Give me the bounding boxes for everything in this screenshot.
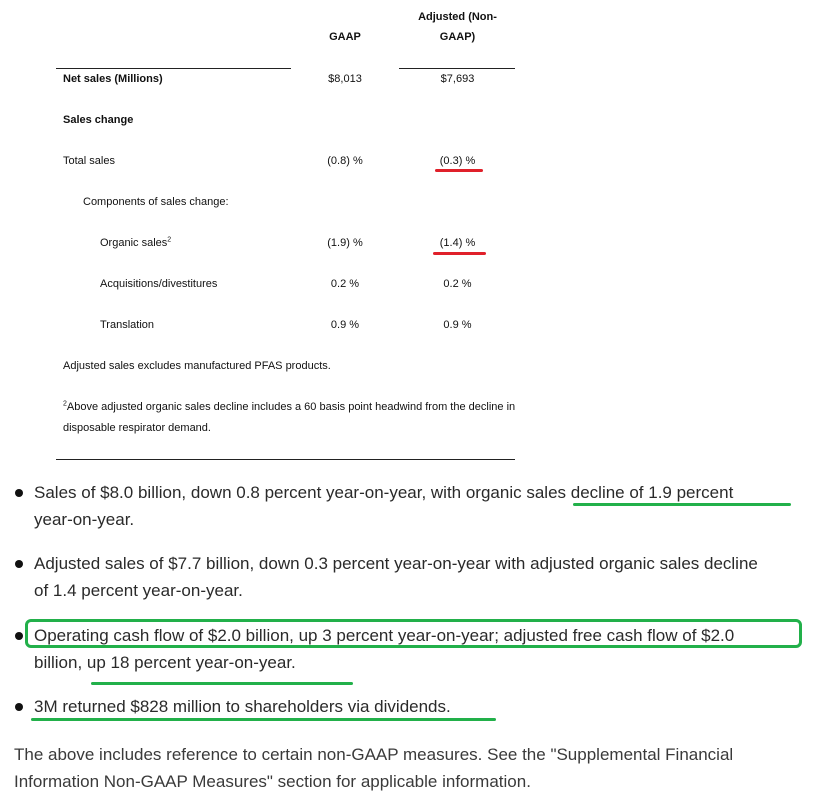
bullet-1-line1: Sales of $8.0 billion, down 0.8 percent year-on-year, with organic sales decline of 1.9 percent [34, 483, 734, 502]
col-header-adjusted-line2: GAAP) [439, 31, 476, 43]
footnote-number: 2 [63, 400, 67, 408]
header-rule-label [56, 68, 291, 69]
row-label-total-sales: Total sales [63, 155, 115, 167]
cell-acquisitions-gaap: 0.2 % [330, 278, 360, 290]
cell-translation-gaap: 0.9 % [330, 319, 360, 331]
bullet-dot-3 [15, 632, 23, 640]
cell-translation-adjusted: 0.9 % [443, 319, 472, 331]
bullet-3-line1: Operating cash flow of $2.0 billion, up 3 percent year-on-year; adjusted free cash flow of $2.0 [34, 626, 735, 645]
cell-total-sales-adjusted: (0.3) % [439, 155, 476, 167]
red-underline-total-sales [435, 169, 483, 172]
bullet-2-line1: Adjusted sales of $7.7 billion, down 0.3 percent year-on-year with adjusted organic sales decline [34, 554, 758, 573]
row-label-translation: Translation [100, 319, 155, 331]
closing-paragraph-line1: The above includes reference to certain non-GAAP measures. See the "Supplemental Financial [14, 745, 734, 764]
green-underline-free-cash-flow [91, 682, 353, 685]
cell-net-sales-adjusted: $7,693 [440, 73, 475, 85]
cell-acquisitions-adjusted: 0.2 % [443, 278, 472, 290]
bullet-1-line2: year-on-year. [34, 510, 135, 529]
bullet-dot-2 [15, 560, 23, 568]
col-header-adjusted-line1: Adjusted (Non- [418, 11, 497, 23]
bullet-3-line2: billion, up 18 percent year-on-year. [34, 653, 296, 672]
red-underline-organic-sales [433, 252, 486, 255]
bullet-dot-4 [15, 703, 23, 711]
bullet-2-line2: of 1.4 percent year-on-year. [34, 581, 243, 600]
row-label-organic-sales: Organic sales$^2$ [100, 236, 172, 249]
row-label-net-sales: Net sales (Millions) [63, 73, 163, 85]
green-underline-dividends [31, 718, 496, 721]
row-label-acquisitions: Acquisitions/divestitures [100, 278, 218, 290]
col-header-gaap: GAAP [329, 31, 361, 43]
row-label-sales-change: Sales change [63, 114, 134, 126]
cell-organic-adjusted: (1.4) % [439, 237, 476, 249]
table-footnote-line2: disposable respirator demand. [63, 422, 211, 434]
highlight-organic-decline: sales decline of 1.9 percent [526, 483, 734, 502]
row-label-components: Components of sales change: [83, 196, 229, 208]
table-bottom-rule [56, 459, 515, 460]
closing-paragraph-line2: Information Non-GAAP Measures" section for applicable information. [14, 772, 531, 791]
header-rule-adjusted [399, 68, 515, 69]
table-note: Adjusted sales excludes manufactured PFAS products. [63, 360, 331, 372]
cell-organic-gaap: (1.9) % [327, 237, 363, 249]
green-underline-organic-decline [573, 503, 791, 506]
table-footnote-line1: $^2$Above adjusted organic sales decline includes a 60 basis point headwind from the decline in [63, 400, 516, 413]
footnote-marker: 2 [167, 236, 172, 244]
cell-net-sales-gaap: $8,013 [328, 73, 362, 85]
bullet-dot-1 [15, 489, 23, 497]
bullet-4-line1: 3M returned $828 million to shareholders via dividends. [34, 697, 451, 716]
cell-total-sales-gaap: (0.8) % [327, 155, 363, 167]
